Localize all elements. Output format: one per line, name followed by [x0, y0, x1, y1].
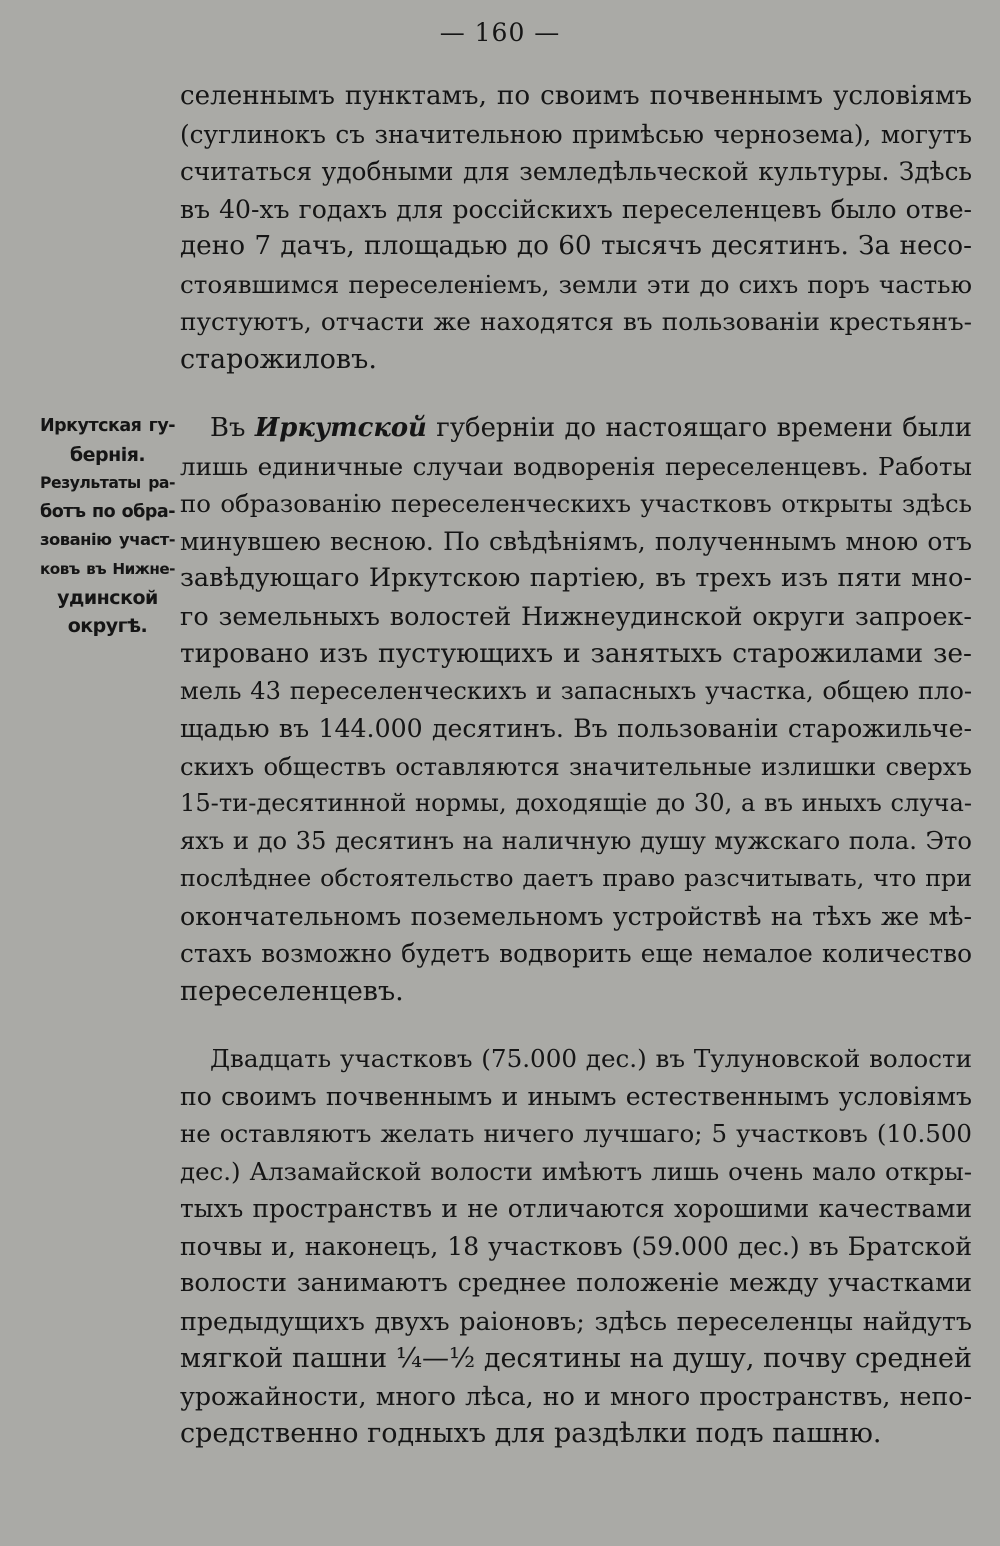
text-fragment: губерніи до настоящаго времени были: [436, 413, 972, 443]
text-line: минувшею весною. По свѣдѣніямъ, полученнымъ мною отъ: [180, 526, 972, 556]
paragraph-2: [180, 410, 972, 1010]
text-line: лишь единичные случаи водворенія переселенцевъ. Работы: [180, 451, 972, 481]
text-line: въ 40-хъ годахъ для россійскихъ переселенцевъ было отве-: [180, 194, 972, 224]
text-line: послѣднее обстоятельство даетъ право разсчитывать, что при: [180, 864, 972, 892]
paragraph-3: [180, 1040, 972, 1453]
text-line: яхъ и до 35 десятинъ на наличную душу мужскаго пола. Это: [180, 826, 972, 855]
text-line: старожиловъ.: [180, 343, 377, 375]
text-line: Двадцать участковъ (75.000 дес.) въ Тулуновской волости: [210, 1044, 972, 1073]
text-fragment: Въ: [210, 413, 246, 443]
text-line: [180, 410, 972, 448]
text-line: мель 43 переселенческихъ и запасныхъ участка, общею пло-: [180, 676, 972, 705]
text-line: урожайности, много лѣса, но и много пространствъ, непо-: [180, 1381, 972, 1411]
margin-note-line: округѣ.: [67, 615, 148, 638]
text-line: средственно годныхъ для раздѣлки подъ пашню.: [180, 1418, 882, 1449]
margin-note-line: ботъ по обра-: [40, 501, 175, 522]
text-line: го земельныхъ волостей Нижнеудинской округи запроек-: [180, 600, 972, 631]
text-line: стоявшимся переселеніемъ, земли эти до сихъ поръ частью: [180, 269, 972, 299]
text-line: пустуютъ, отчасти же находятся въ пользованіи крестьянъ-: [180, 307, 972, 336]
text-line: переселенцевъ.: [180, 975, 404, 1007]
text-line: окончательномъ поземельномъ устройствѣ на тѣхъ же мѣ-: [180, 901, 972, 931]
text-line: волости занимаютъ среднее положеніе между участками: [180, 1268, 972, 1298]
text-line: предыдущихъ двухъ раіоновъ; здѣсь переселенцы найдутъ: [180, 1306, 972, 1336]
margin-note-line: Иркутская гу-: [40, 416, 175, 436]
text-line: по образованію переселенческихъ участковъ открыты здѣсь: [180, 489, 972, 518]
text-line: (суглинокъ съ значительною примѣсью чернозема), могутъ: [180, 119, 972, 149]
margin-note-line: Результаты ра-: [40, 473, 175, 493]
text-line: стахъ возможно будетъ водворить еще немалое количество: [180, 939, 972, 968]
text-line: по своимъ почвеннымъ и инымъ естественнымъ условіямъ: [180, 1081, 972, 1111]
margin-note-line: зованію участ-: [40, 530, 175, 550]
margin-note-line: бернія.: [69, 443, 146, 466]
text-line: тыхъ пространствъ и не отличаются хорошими качествами: [180, 1194, 972, 1223]
margin-note: [40, 412, 175, 641]
text-line: завѣдующаго Иркутскою партіею, въ трехъ изъ пяти мно-: [180, 563, 972, 593]
page-number: — 160 —: [439, 18, 561, 47]
text-line: тировано изъ пустующихъ и занятыхъ старожилами зе-: [180, 638, 972, 669]
text-line: почвы и, наконецъ, 18 участковъ (59.000 дес.) въ Братской: [180, 1231, 972, 1261]
text-line: скихъ обществъ оставляются значительные излишки сверхъ: [180, 751, 972, 781]
text-line: дес.) Алзамайской волости имѣютъ лишь очень мало откры-: [180, 1156, 972, 1186]
emphasized-word: Иркутской: [254, 413, 427, 443]
text-line: дено 7 дачъ, площадью до 60 тысячъ десятинъ. За несо-: [180, 231, 972, 261]
text-line: мягкой пашни ¼—½ десятины на душу, почву средней: [180, 1343, 972, 1374]
paragraph-1: [180, 78, 972, 378]
text-line: считаться удобными для земледѣльческой культуры. Здѣсь: [180, 157, 972, 186]
text-line: щадью въ 144.000 десятинъ. Въ пользованіи старожильче-: [180, 714, 972, 743]
text-line: не оставляютъ желать ничего лучшаго; 5 участковъ (10.500: [180, 1119, 972, 1148]
text-line: селеннымъ пунктамъ, по своимъ почвеннымъ условіямъ: [180, 81, 972, 111]
text-line: 15-ти-десятинной нормы, доходящіе до 30, а въ иныхъ случа-: [180, 789, 972, 817]
margin-note-line: ковъ въ Нижне-: [40, 559, 175, 578]
margin-note-line: удинской: [57, 586, 158, 609]
